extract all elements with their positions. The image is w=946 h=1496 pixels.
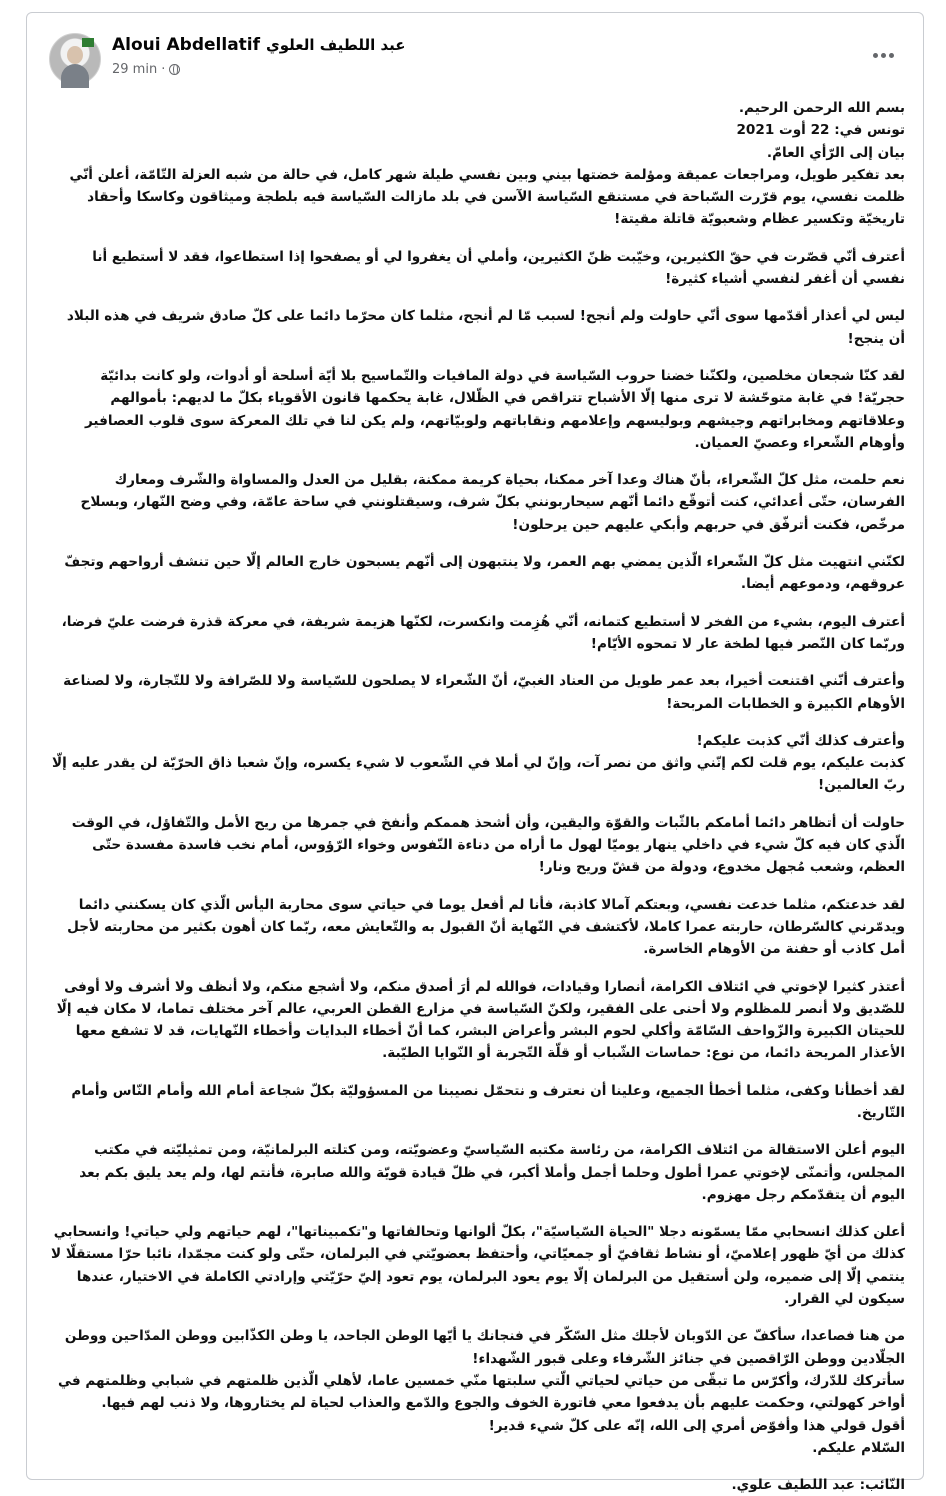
avatar-badge <box>82 38 94 47</box>
globe-icon[interactable] <box>169 64 180 75</box>
post-paragraph: اليوم أعلن الاستقالة من ائتلاف الكرامة، من رئاسة مكتبه السّياسيّ وعضويّته، ومن كتلته البرلمانيّة، ومن تمثيليّته في مكتب المجلس، وأتمنّى لإخوتي عمرا أطول وحلما أجمل وأملا أكبر، في ظلّ قيادة قويّة والله صابرة، فأنتم لها، ولم يعد يليق بكم بعد اليوم أن يتقدّمكم رجل مهزوم. <box>79 1142 905 1203</box>
post-paragraph: لقد أخطأنا وكفى، مثلما أخطأ الجميع، وعلينا أن نعترف و نتحمّل نصيبنا من المسؤوليّة بكلّ شجاعة أمام الله وأمام النّاس وأمام التّاريخ. <box>71 1082 905 1121</box>
post-paragraph: بسم الله الرحمن الرحيم. <box>738 100 905 116</box>
post-paragraph: بيان إلى الرّأي العامّ. <box>766 144 905 161</box>
post-signature: النّائب: عبد اللطيف علوي. <box>731 1477 905 1494</box>
more-horizontal-icon <box>881 53 886 58</box>
post-paragraph: أقول قولي هذا وأفوّض أمري إلى الله، إنّه على كلّ شيء قدير! <box>488 1417 905 1434</box>
post-meta <box>112 59 180 79</box>
more-horizontal-icon <box>889 53 894 58</box>
post-paragraph: أعترف أنّي قصّرت في حقّ الكثيرين، وخيّبت ظنّ الكثيرين، وأملي أن يغفروا لي أو يصفحوا إذا استطاعوا، فقد لا أستطيع أنا نفسي أن أغفر لنفسي أشياء كثيرة! <box>92 248 905 288</box>
post-paragraph: ليس لي أعذار أقدّمها سوى أنّي حاولت ولم أنجح! لسبب مّا لم أنجح، مثلما كان محرّما دائما على كلّ صادق شريف في هذه البلاد أن ينجح! <box>66 308 905 347</box>
post-paragraph: بعد تفكير طويل، ومراجعات عميقة ومؤلمة خضتها بيني وبين نفسي طيلة شهر كامل، في حالة من شبه العزلة التّامّة، أعلن أنّي ظلمت نفسي، يوم قرّرت السّباحة في مستنقع السّياسة الآسن في بلد مازالت السّياسة فيه بلطجة وميثاقون وكاسكا وأحقاد تاريخيّة وتكسير عظام وشعبويّة قاتلة مقيتة! <box>69 166 905 228</box>
more-options-button[interactable] <box>865 43 901 67</box>
post-paragraph: كذبت عليكم، يوم قلت لكم إنّني واثق من نصر آت، وإنّ لي أملا في الشّعوب لا شيء يكسره، وإنّ شعبا ذاق الحرّيّة لن يقدر عليه إلّا ربّ العالمين! <box>51 755 905 794</box>
author-name[interactable]: Aloui Abdellatif <box>112 35 261 55</box>
post-paragraph: سأتركك للدّرك، وأكرّس ما تبقّى من حياتي لحياتي الّتي سلبتها منّي خمسين عاما، لأهلي الّذين ظلمتهم في شبابي وظلمتهم في أواخر كهولتي، وحكمت عليهم بأن يدفعوا معي فاتورة الخوف والجوع والدّمع والعذاب لحياة لم يختاروها، ولا ذنب لهم فيها. <box>58 1372 905 1412</box>
post-paragraph: لقد كنّا شجعان مخلصين، ولكنّنا خضنا حروب السّياسة في دولة المافيات والتّماسيح بلا أيّة أسلحة أو أدوات، ولو كانت بدائيّة حجريّة! في غابة متوحّشة لا ترى منها إلّا الأشباح تتراقص في الظّلال، غابة يحكمها قانون الأقوياء بكلّ ما لديهم: بأموالهم وعلاقاتهم ومخابراتهم وجيشهم وبوليسهم وإعلامهم ونقاباتهم ولوبيّاتهم، ولم يكن لنا في تلك المعركة سوى قلوب العصافير وأوهام الشّعراء وعصيّ العميان. <box>84 367 905 451</box>
facebook-post-card <box>26 12 924 1494</box>
post-text <box>49 97 905 1496</box>
author-name-arabic[interactable]: عبد اللطيف العلوي <box>266 36 406 54</box>
post-paragraph: وأعترف أنّني اقتنعت أخيرا، بعد عمر طويل من العناد الغبيّ، أنّ الشّعراء لا يصلحون للسّياسة ولا للصّرافة ولا للتّجارة، ولا لصناعة الأوهام الكبيرة و الخطابات المربحة! <box>63 673 905 712</box>
post-paragraph: لقد خدعتكم، مثلما خدعت نفسي، وبعتكم آمالا كاذبة، فأنا لم أفعل يوما في حياتي سوى محاربة اليأس الّذي كان يسكنني دائما ويدمّرني كالسّرطان، حاربته عمرا كاملا، لأكتشف في النّهاية أنّ القبول به والتّعايش معه، ربّما كان أهون بكثير من محاربته لأجل أمل كاذب أو حفنة من الأوهام الخاسرة. <box>67 896 905 958</box>
post-paragraph: حاولت أن أتظاهر دائما أمامكم بالثّبات والقوّة واليقين، وأن أشحذ هممكم وأنفخ في جمرها من ريح الأمل والتّفاؤل، في الوقت الّذي كان فيه كلّ شيء في داخلي ينهار يوميّا لهول ما أراه من دناءة النّفوس وخواء الرّؤوس، أمام نخب فاسدة مفسدة حتّى العظم، وشعب مُجهل مخدوع، ودولة من قشّ وريح ونار! <box>71 814 905 876</box>
author-row <box>112 33 406 57</box>
post-paragraph: تونس في: 22 أوت 2021 <box>736 122 905 139</box>
post-paragraph: أعتذر كثيرا لإخوتي في ائتلاف الكرامة، أنصارا وقيادات، فوالله لم أرَ أصدق منكم، ولا أشجع منكم، ولا أنظف ولا أشرف ولا أوفى للصّديق ولا أنصر للمظلوم ولا أحنى على الفقير، ولكنّ السّياسة في مزارع القطن العربي، عالم آخر مختلف تماما، لا مكان فيه إلّا للحيتان الكبيرة والزّواحف السّامّة وأكلي لحوم البشر وأعراض البشر، كما أنّ أخطاء البدايات وأخطاء النّهايات، قد لا تشفع معها الأعذار المريحة دائما، من نوع: حماسات الشّباب أو قلّة التّجربة أو النّوايا الطيّبة. <box>56 978 905 1062</box>
post-paragraph: لكنّني انتهيت مثل كلّ الشّعراء الّذين يمضي بهم العمر، ولا ينتبهون إلى أنّهم يسبحون خارج العالم إلّا حين تنشف أرواحهم وتجفّ عروقهم، ودموعهم أيضا. <box>64 554 905 593</box>
post-paragraph: نعم حلمت، مثل كلّ الشّعراء، بأنّ هناك وعدا آخر ممكنا، بحياة كريمة ممكنة، بقليل من العدل والمساواة والشّرف ومعارك الفرسان، حتّى أعدائي، كنت أتوقّع دائما أنّهم سيحاربونني بكلّ شرف، وسيقتلونني في ساحة عامّة، وفي وضح النّهار، وبسلاح مرخّص، فكنت أترفّق في حربهم وأبكي عليهم حين يرحلون! <box>80 472 905 533</box>
post-paragraph: أعلن كذلك انسحابي ممّا يسمّونه دجلا "الحياة السّياسيّة"، بكلّ ألوانها وتحالفاتها و"تكمبيناتها"، لهم حياتهم ولي حياتي! وانسحابي كذلك من أيّ ظهور إعلاميّ، أو نشاط ثقافيّ أو جمعيّاتي، وأحتفظ بعضويّتي في البرلمان، حتّى ولو كنت مجمّدا، نائبا حرّا مستقلّا لا ينتمي إلّا إلى ضميره، ولن أستقيل من البرلمان إلّا يوم يعود البرلمان، يوم تعود إليّ حرّيّتي وإرادتي الكاملة في الاختيار، عندها سيكون لي القرار. <box>50 1224 905 1308</box>
avatar-body <box>61 64 89 88</box>
more-horizontal-icon <box>873 53 878 58</box>
author-avatar[interactable] <box>49 33 101 85</box>
post-paragraph: أعترف اليوم، بشيء من الفخر لا أستطيع كتمانه، أنّي هُزِمت وانكسرت، لكنّها هزيمة شريفة، في معركة قذرة فرضت عليّ فرضا، وربّما كان النّصر فيها لطخة عار لا تمحوه الأيّام! <box>61 613 905 652</box>
post-paragraph: من هنا فصاعدا، سأكفّ عن الدّوبان لأجلك مثل السّكّر في فنجانك يا أيّها الوطن الجاحد، يا وطن الكذّابين ووطن المدّاحين ووطن الجلّادين ووطن الرّاقصين في جنائز الشّرفاء وعلى قبور الشّهداء! <box>64 1328 905 1367</box>
post-paragraph: وأعترف كذلك أنّي كذبت عليكم! <box>696 732 905 749</box>
post-header <box>27 13 923 93</box>
post-paragraph: السّلام عليكم. <box>812 1439 905 1456</box>
avatar-head <box>67 46 83 64</box>
meta-separator: · <box>161 61 166 77</box>
post-timestamp[interactable]: 29 min <box>112 61 158 77</box>
